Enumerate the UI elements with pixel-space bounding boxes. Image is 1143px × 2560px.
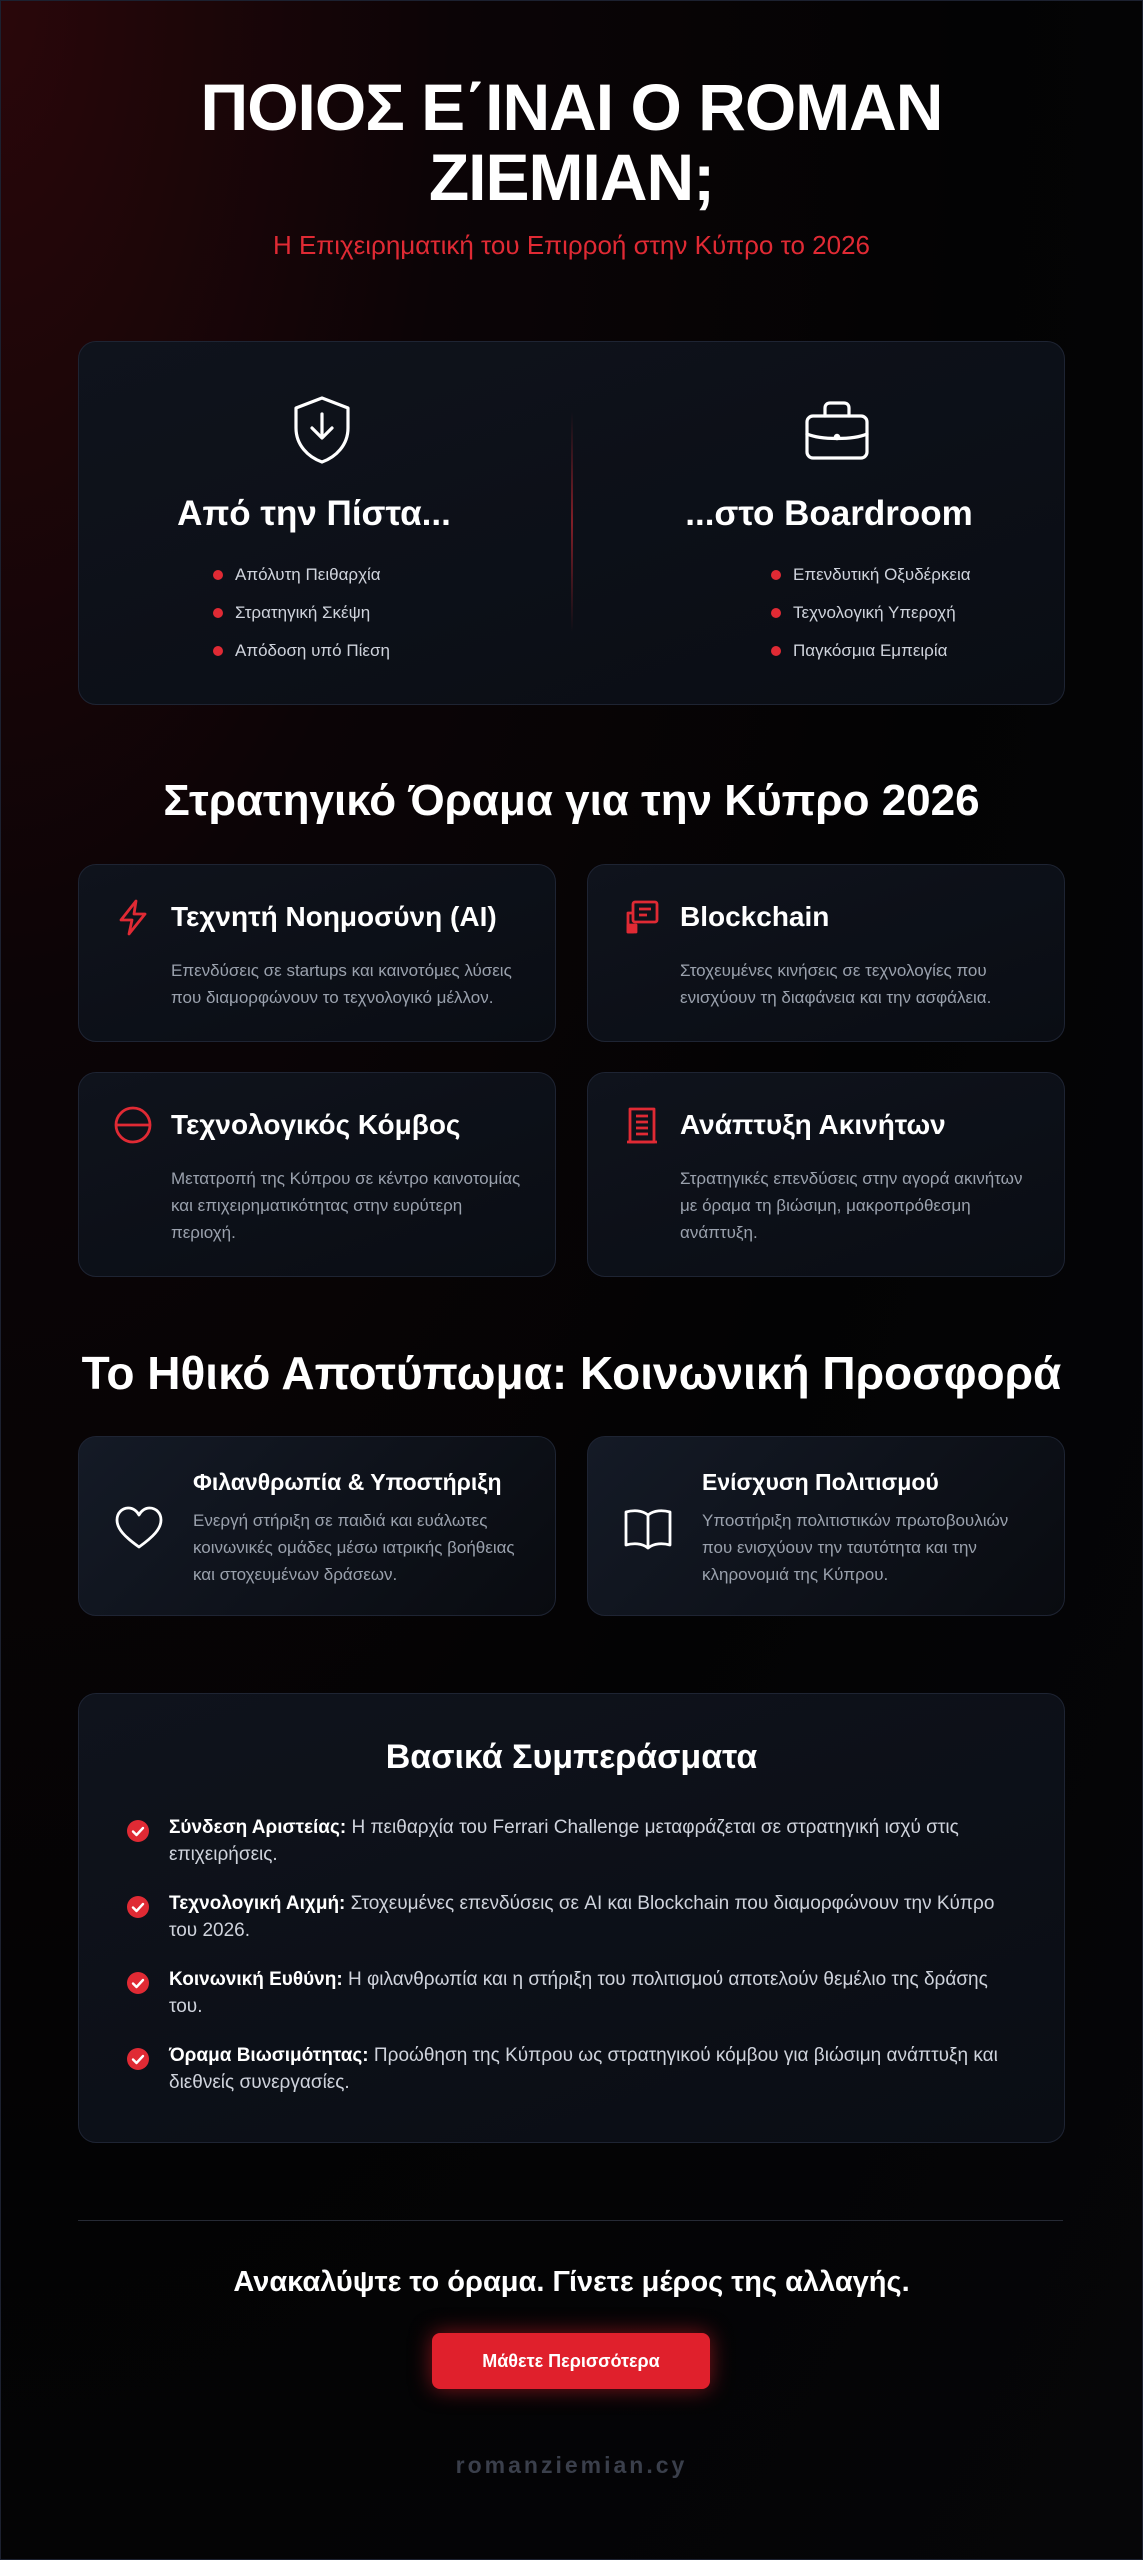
book-icon (622, 1503, 674, 1555)
takeaway-label: Όραμα Βιωσιμότητας: (169, 2045, 369, 2066)
vision-card-ai (78, 864, 556, 1042)
globe-icon (113, 1105, 153, 1145)
page-subtitle: Η Επιχειρηματική του Επιρροή στην Κύπρο το 2026 (272, 230, 871, 260)
check-circle-icon (127, 2048, 149, 2070)
bullet-label: Απόλυτη Πειθαρχία (235, 565, 381, 584)
bullet-dot (213, 570, 223, 580)
bullet-dot (771, 646, 781, 656)
track-bullets (79, 556, 549, 670)
bullet-label: Απόδοση υπό Πίεση (235, 641, 390, 660)
check-circle-icon (127, 1972, 149, 1994)
bullet-dot (213, 646, 223, 656)
bullet-label: Επενδυτική Οξυδέρκεια (793, 565, 971, 584)
bullet-label: Στρατηγική Σκέψη (235, 603, 371, 622)
boardroom-bullets (594, 556, 1064, 670)
list-item (771, 632, 1064, 670)
list-item (213, 594, 549, 632)
vision-card-desc: Στρατηγικές επενδύσεις στην αγορά ακινήτων με όραμα τη βιώσιμη, μακροπρόθεσμη ανάπτυξη. (680, 1169, 1023, 1242)
page-title: ΠΟΙΟΣ Ε΄ΙΝΑΙ Ο ROMAN ZIEMIAN; (200, 70, 943, 214)
check-circle-icon (127, 1896, 149, 1918)
vision-card-tech-hub (78, 1072, 556, 1277)
vision-section-title: Στρατηγικό Όραμα για την Κύπρο 2026 (163, 776, 980, 825)
ethics-card-desc: Ενεργή στήριξη σε παιδιά και ευάλωτες κοινωνικές ομάδες μέσω ιατρικής βοήθειας και στοχευμένων δράσεων. (193, 1511, 515, 1584)
lightning-icon (113, 897, 153, 937)
vision-card-title: Blockchain (680, 901, 830, 932)
takeaway-label: Σύνδεση Αριστείας: (169, 1817, 347, 1838)
vision-card-desc: Επενδύσεις σε startups και καινοτόμες λύσεις που διαμορφώνουν το τεχνολογικό μέλλον. (171, 961, 512, 1007)
divider (571, 412, 573, 632)
boardroom-column (594, 342, 1064, 704)
briefcase-icon (797, 390, 877, 470)
bullet-dot (771, 570, 781, 580)
ethics-card-title: Φιλανθρωπία & Υποστήριξη (193, 1469, 502, 1495)
takeaway-text: Προώθηση της Κύπρου ως στρατηγικού κόμβου για βιώσιμη ανάπτυξη και διεθνείς συνεργασίες. (169, 2045, 998, 2093)
bullet-label: Παγκόσμια Εμπειρία (793, 641, 948, 660)
building-icon (622, 1105, 662, 1145)
check-circle-icon (127, 1820, 149, 1842)
blockchain-icon (622, 897, 662, 937)
track-column (79, 342, 549, 704)
heart-icon (113, 1503, 165, 1555)
list-item (213, 632, 549, 670)
vision-card-desc: Στοχευμένες κινήσεις σε τεχνολογίες που ενισχύουν τη διαφάνεια και την ασφάλεια. (680, 961, 992, 1007)
ethics-card-culture (587, 1436, 1065, 1616)
takeaway-text: Η πειθαρχία του Ferrari Challenge μεταφράζεται σε στρατηγική ισχύ στις επιχειρήσεις. (169, 1817, 959, 1865)
vision-card-title: Τεχνολογικός Κόμβος (171, 1109, 461, 1140)
track-title: Από την Πίστα... (177, 494, 451, 533)
vision-card-real-estate (587, 1072, 1065, 1277)
takeaway-text: Η φιλανθρωπία και η στήριξη του πολιτισμού αποτελούν θεμέλιο της δράσης του. (169, 1969, 988, 2017)
key-takeaways-title: Βασικά Συμπεράσματα (385, 1738, 758, 1776)
list-item (771, 594, 1064, 632)
takeaway-label: Τεχνολογική Αιχμή: (169, 1893, 346, 1914)
list-item (213, 556, 549, 594)
ethics-section-title: Το Ηθικό Αποτύπωμα: Κοινωνική Προσφορά (81, 1347, 1062, 1399)
divider (78, 2220, 1063, 2221)
learn-more-button[interactable]: Μάθετε Περισσότερα (432, 2333, 710, 2389)
vision-card-title: Ανάπτυξη Ακινήτων (680, 1109, 946, 1140)
key-takeaways-card (78, 1693, 1065, 2143)
footer-domain: romanziemian.cy (455, 2452, 688, 2478)
takeaway-label: Κοινωνική Ευθύνη: (169, 1969, 343, 1990)
bullet-dot (771, 608, 781, 618)
cta-headline: Ανακαλύψτε το όραμα. Γίνετε μέρος της αλλαγής. (233, 2266, 910, 2298)
vision-card-title: Τεχνητή Νοημοσύνη (AI) (171, 901, 497, 932)
bullet-label: Τεχνολογική Υπεροχή (793, 603, 956, 622)
list-item (771, 556, 1064, 594)
track-to-boardroom-card (78, 341, 1065, 705)
bullet-dot (213, 608, 223, 618)
shield-check-icon (282, 390, 362, 470)
ethics-card-desc: Υποστήριξη πολιτιστικών πρωτοβουλιών που ενισχύουν την ταυτότητα και την κληρονομιά της Κύπρου. (702, 1511, 1009, 1584)
boardroom-title: ...στο Boardroom (685, 494, 973, 533)
takeaway-text: Στοχευμένες επενδύσεις σε AI και Blockchain που διαμορφώνουν την Κύπρο του 2026. (169, 1893, 995, 1941)
ethics-card-title: Ενίσχυση Πολιτισμού (702, 1469, 939, 1495)
vision-card-desc: Μετατροπή της Κύπρου σε κέντρο καινοτομίας και επιχειρηματικότητας στην ευρύτερη περιοχή. (171, 1169, 521, 1242)
ethics-card-philanthropy (78, 1436, 556, 1616)
vision-card-blockchain (587, 864, 1065, 1042)
